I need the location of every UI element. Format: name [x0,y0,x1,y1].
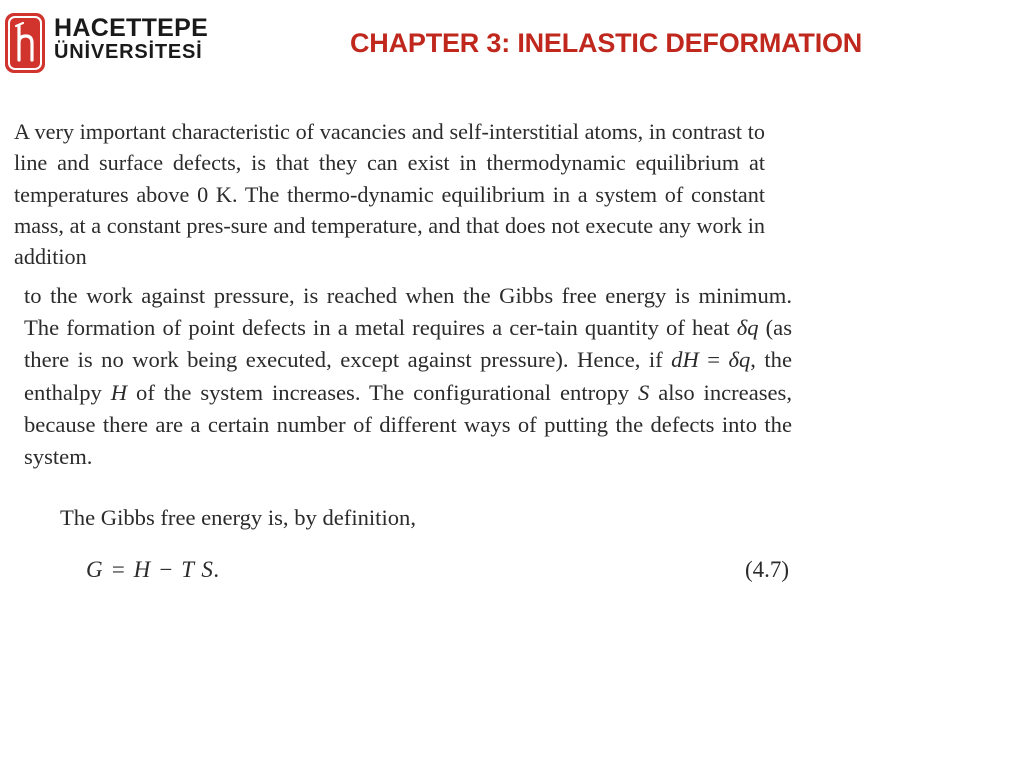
body-paragraph-2: to the work against pressure, is reached when the Gibbs free energy is minimum. The formation of point defects in a metal requires a cer-tain quantity of heat δq (as there is no work being executed, except against pressure). Hence, if dH = δq, the enthalpy H of the system increases. The configurational entropy S also increases, because there are a certain number of different ways of putting the defects into the system. [24,283,792,470]
logo-line-1: HACETTEPE [54,14,209,42]
equation-number: (4.7) [745,557,790,582]
slide-title: CHAPTER 3: INELASTIC DEFORMATION [350,28,863,58]
logo-line-2: ÜNİVERSİTESİ [54,41,203,63]
logo-wordmark [54,16,208,64]
university-logo [4,10,214,76]
equation: G = H − T S. [86,557,221,582]
body-paragraph-3: The Gibbs free energy is, by definition, [60,505,416,530]
body-paragraph-1: A very important characteristic of vacancies and self-interstitial atoms, in contrast to line and surface defects, is that they can exist in thermodynamic equilibrium at temperatures above 0 K. The thermo-dynamic equilibrium in a system of constant mass, at a constant pres-sure and temperature, and that does not execute any work in addition [14,119,765,270]
hacettepe-emblem-icon [4,12,46,74]
